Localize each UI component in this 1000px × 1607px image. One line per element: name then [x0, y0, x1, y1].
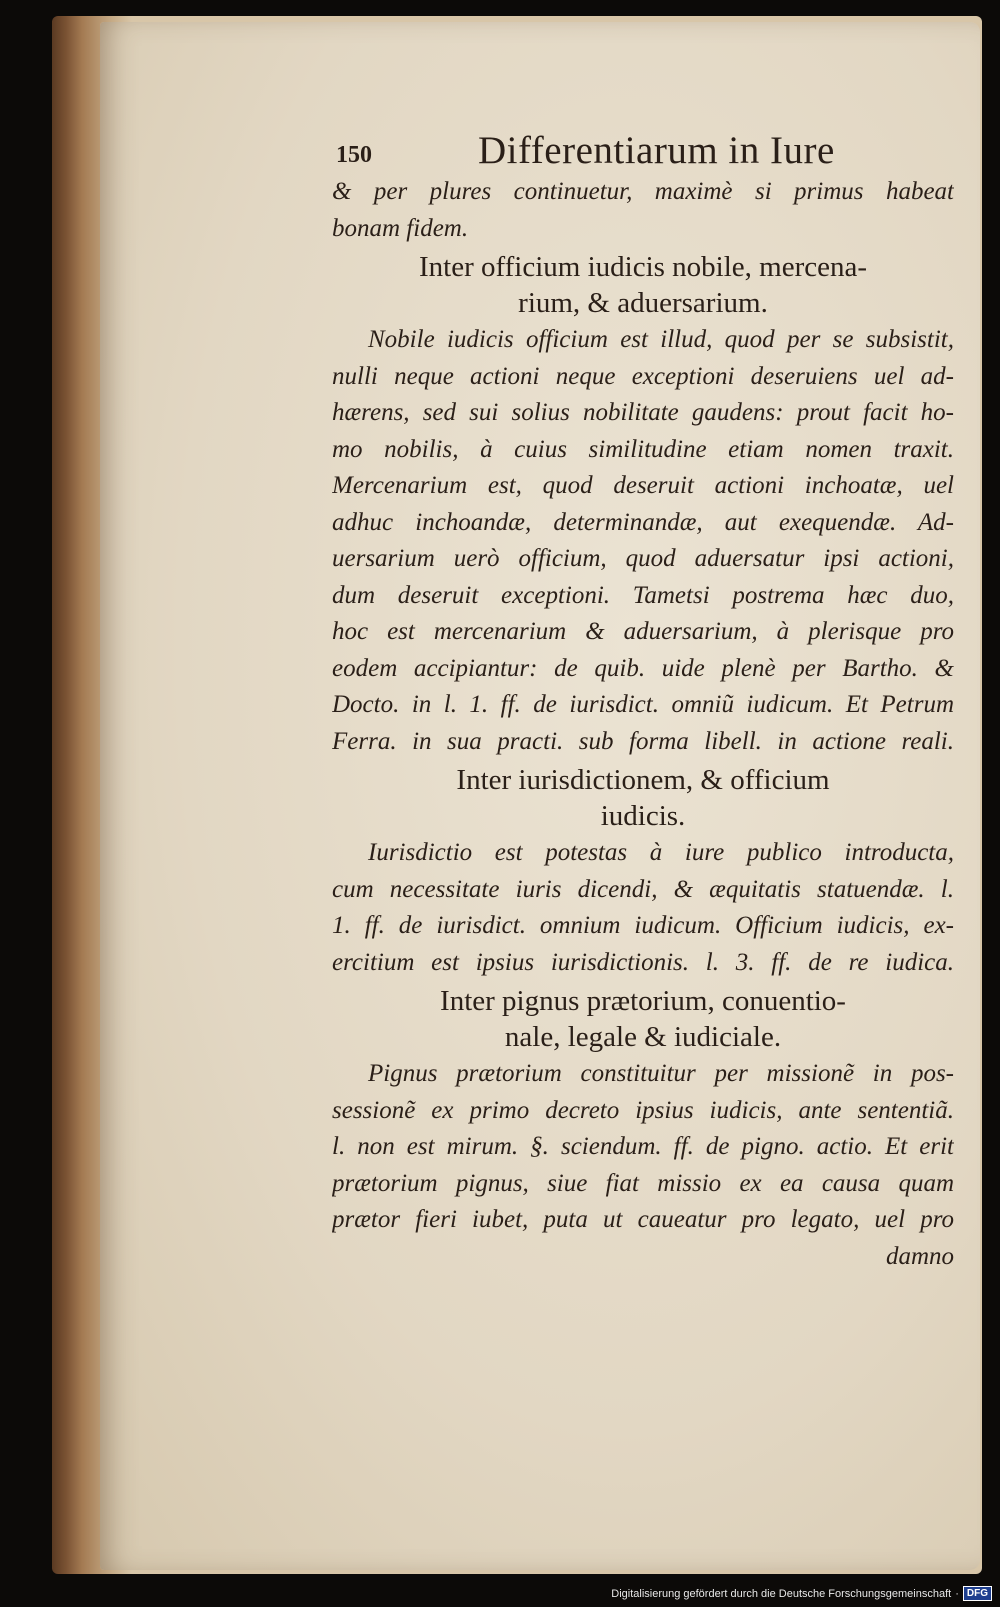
text-line: hærens, sed sui solius nobilitate gaudens: prout facit ho- [332, 399, 954, 426]
heading-line: Inter officium iudicis nobile, mercena- [419, 251, 867, 283]
text-line: prætor fieri iubet, puta ut caueatur pro legato, uel pro [332, 1206, 954, 1233]
catchword: damno [885, 1242, 954, 1270]
running-title: Differentiarum in Iure [478, 129, 835, 172]
text-line: Docto. in l. 1. ff. de iurisdict. omniũ iudicum. Et Petrum [332, 691, 954, 718]
text-block [332, 128, 954, 1275]
text-line: l. non est mirum. §. sciendum. ff. de pigno. actio. Et erit [332, 1133, 954, 1160]
text-line: sessionẽ ex primo decreto ipsius iudicis, ante sententiã. [332, 1096, 954, 1124]
text-line: & per plures continuetur, maximè si primus habeat [332, 178, 954, 205]
text-line: adhuc inchoandæ, determinandæ, aut exequendæ. Ad- [332, 508, 954, 536]
continuation-paragraph [332, 174, 954, 247]
footer-credit: Digitalisierung gefördert durch die Deutsche Forschungsgemeinschaft [611, 1587, 952, 1600]
text-line: bonam fidem. [332, 214, 469, 242]
heading-line: Inter iurisdictionem, & officium [456, 764, 830, 796]
text-line: 1. ff. de iurisdict. omnium iudicum. Officium iudicis, ex- [332, 912, 954, 939]
section-paragraph [332, 835, 954, 981]
section-heading [332, 762, 954, 834]
heading-line: nale, legale & iudiciale. [504, 1021, 782, 1053]
text-line: eodem accipiantur: de quib. uide plenè per Bartho. & [332, 654, 954, 682]
text-line: Pignus prætorium constituitur per missionẽ in pos- [368, 1060, 954, 1087]
text-line: Nobile iudicis officium est illud, quod per se subsistit, [368, 326, 954, 353]
section-paragraph [332, 1056, 954, 1275]
dfg-logo-icon: DFG [963, 1586, 992, 1601]
section-heading [332, 983, 954, 1055]
page-number: 150 [336, 142, 372, 168]
running-head [332, 128, 954, 174]
text-line: hoc est mercenarium & aduersarium, à plerisque pro [332, 618, 954, 645]
text-line: Mercenarium est, quod deseruit actioni inchoatæ, uel [332, 472, 954, 499]
section-heading [332, 249, 954, 321]
section-paragraph [332, 322, 954, 760]
text-line: nulli neque actioni neque exceptioni deseruiens uel ad- [332, 362, 954, 390]
digitization-footer: Digitalisierung gefördert durch die Deutsche Forschungsgemeinschaft · DFG [611, 1586, 992, 1601]
text-line: mo nobilis, à cuius similitudine etiam nomen traxit. [332, 435, 954, 463]
text-line: cum necessitate iuris dicendi, & æquitatis statuendæ. l. [332, 875, 954, 903]
text-line: prætorium pignus, siue fiat missio ex ea causa quam [332, 1169, 954, 1197]
text-line: ercitium est ipsius iurisdictionis. l. 3. ff. de re iudica. [332, 948, 954, 976]
text-line: uersarium uerò officium, quod aduersatur ipsi actioni, [332, 545, 954, 572]
text-line: Ferra. in sua practi. sub forma libell. in actione reali. [332, 727, 954, 755]
text-line: dum deseruit exceptioni. Tametsi postrema hæc duo, [332, 581, 954, 609]
heading-line: iudicis. [600, 800, 686, 832]
text-line: Iurisdictio est potestas à iure publico introducta, [368, 839, 954, 866]
heading-line: rium, & aduersarium. [518, 287, 768, 319]
heading-line: Inter pignus prætorium, conuentio- [440, 985, 846, 1017]
